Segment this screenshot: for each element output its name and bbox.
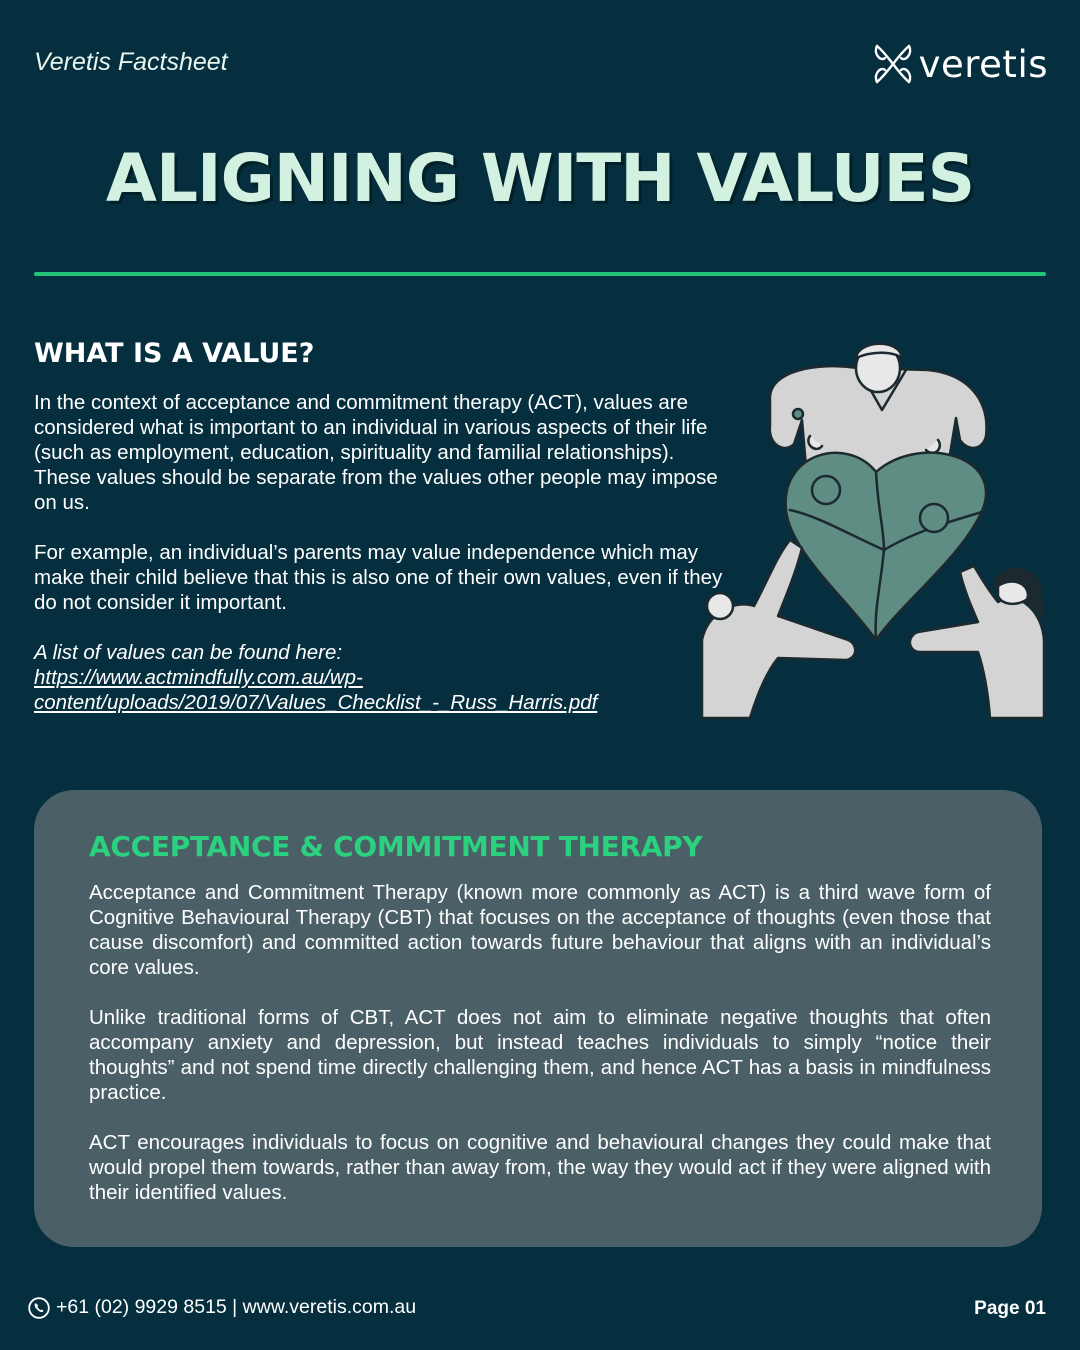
value-paragraph: In the context of acceptance and commitment therapy (ACT), values are considered what is important to an individual in various aspects of their life (such as employment, education, spirituality and familial relationships). These values should be separate from the values other people may impose on us.	[34, 391, 718, 514]
veretis-logo[interactable]	[871, 42, 1048, 86]
title-divider	[34, 272, 1046, 276]
factsheet-label: Veretis Factsheet	[34, 48, 228, 76]
page-number: Page 01	[974, 1298, 1046, 1319]
act-description	[89, 880, 991, 1230]
values-list-intro: A list of values can be found here:	[34, 641, 343, 664]
act-heading: ACCEPTANCE & COMMITMENT THERAPY	[89, 830, 703, 863]
link-line-1: https://www.actmindfully.com.au/wp-	[34, 666, 363, 689]
link-line-2: content/uploads/2019/07/Values_Checklist_-_Russ_Harris.pdf	[34, 691, 598, 714]
value-description	[34, 390, 724, 715]
brand-name: veretis	[918, 42, 1048, 86]
dna-helix-icon	[871, 42, 915, 86]
act-paragraph: ACT encourages individuals to focus on cognitive and behavioural changes they could make that would propel them towards, rather than away from, the way they would act if they were aligned with their identified values.	[89, 1131, 991, 1204]
act-info-card	[34, 790, 1042, 1247]
page-title: ALIGNING WITH VALUES	[105, 140, 975, 217]
values-checklist-link[interactable]	[34, 665, 724, 715]
act-paragraph: Acceptance and Commitment Therapy (known more commonly as ACT) is a third wave form of Cognitive Behavioural Therapy (CBT) that focuses on the acceptance of thoughts (even those that cause discomfort) and committed action towards future behaviour that aligns with an individual’s core values.	[89, 881, 991, 979]
value-paragraph: For example, an individual’s parents may value independence which may make their child believe that this is also one of their own values, even if they do not consider it important.	[34, 541, 723, 614]
contact-info: +61 (02) 9929 8515 | www.veretis.com.au	[56, 1296, 417, 1318]
what-is-value-heading: WHAT IS A VALUE?	[34, 338, 315, 369]
phone-icon	[28, 1297, 50, 1319]
act-paragraph: Unlike traditional forms of CBT, ACT does not aim to eliminate negative thoughts that often accompany anxiety and depression, but instead teaches individuals to simply “notice their thoughts” and not spend time directly challenging them, and hence ACT has a basis in mindfulness practice.	[89, 1006, 991, 1104]
footer-contact[interactable]	[28, 1296, 416, 1319]
people-holding-puzzle-heart-illustration	[698, 340, 1048, 720]
